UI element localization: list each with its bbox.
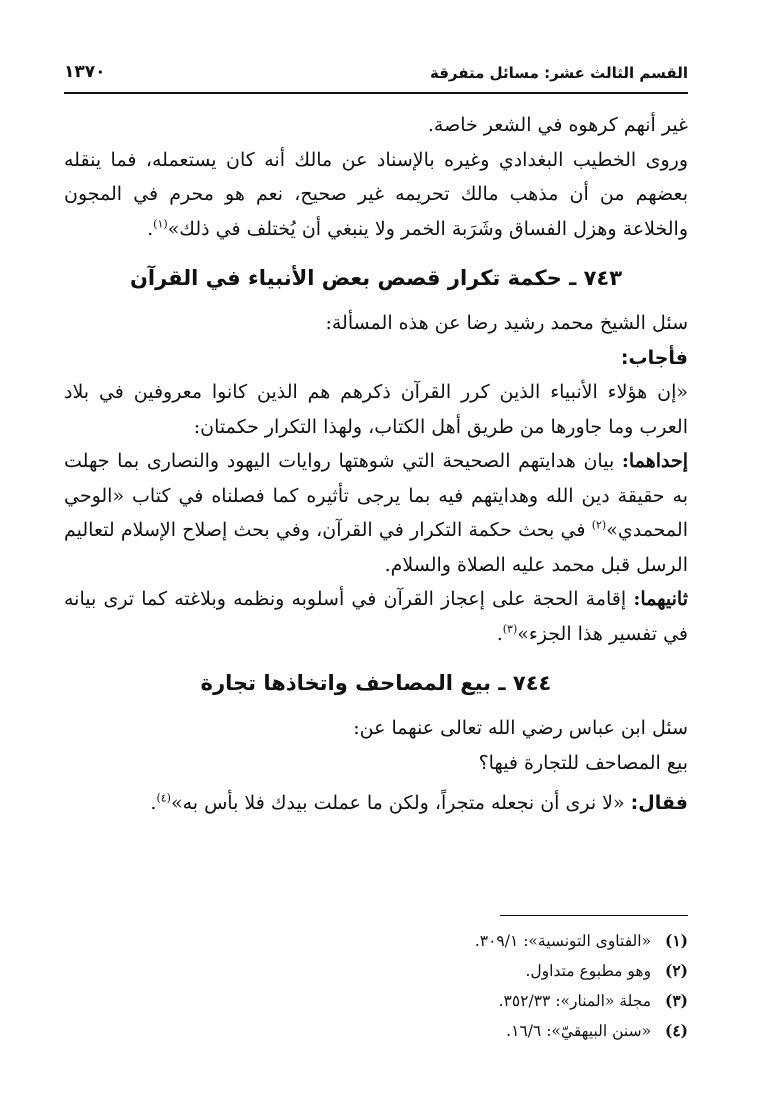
question-text: بيع المصاحف للتجارة فيها؟ — [478, 751, 688, 774]
footnote-text: مجلة «المنار»: ٣٥٢/٣٣. — [498, 992, 652, 1010]
answer-label: فقال: — [630, 792, 688, 814]
footnote-item — [64, 986, 688, 1016]
first-reason-label: إحداهما: — [621, 450, 688, 472]
footnote-text: وهو مطبوع متداول. — [525, 962, 652, 980]
header-divider — [64, 92, 688, 94]
section-heading-744: ٧٤٤ ـ بيع المصاحف واتخاذها تجارة — [200, 671, 552, 695]
footnote-text: «سنن البيهقيّ»: ١٦/٦. — [506, 1022, 652, 1040]
footnote-number: (٢) — [664, 961, 688, 980]
running-header — [64, 58, 688, 92]
question-text: سئل الشيخ محمد رشيد رضا عن هذه المسألة: — [325, 312, 688, 334]
footnote-ref[interactable]: (٢) — [591, 518, 607, 532]
footnote-text: «الفتاوى التونسية»: ٣٠٩/١. — [474, 932, 652, 950]
footnote-number: (٣) — [664, 991, 688, 1010]
answer-label-paragraph — [64, 341, 688, 376]
main-text — [64, 108, 688, 821]
first-reason: إحداهما: بيان هدايتهم الصحيحة التي شوهتها روايات اليهود والنصارى بما جهلت به حقيقة دين الله وهدايتهم فيه بما يرجى تأثيره كما فصلناه في كتاب «الوحي المحمدي»$^{(٢)}$ في بحث حكمة التكرار في القرآن، وفي بحث إصلاح الإسلام لتعاليم الرسل قبل محمد عليه الصلاة والسلام. — [64, 450, 688, 576]
footnote-number: (٤) — [664, 1021, 688, 1040]
footnote-ref[interactable]: (٤) — [156, 791, 171, 805]
answer-text: فقال: «لا نرى أن نجعله متجراً، ولكن ما عملت بيدك فلا بأس به»$^{(٤)}$. — [150, 791, 688, 814]
footnote-divider — [500, 915, 688, 916]
second-reason-label: ثانيهما: — [633, 588, 688, 610]
footnote-ref[interactable]: (٣) — [502, 622, 518, 636]
question-text: سئل ابن عباس رضي الله تعالى عنهما عن: — [353, 717, 688, 739]
answer-label: فأجاب: — [620, 346, 688, 369]
footnote-item — [64, 926, 688, 956]
footnote-item — [64, 1016, 688, 1046]
footnotes — [64, 926, 688, 1046]
page-number: ١٣٧٠ — [64, 62, 106, 82]
paragraph: غير أنهم كرهوه في الشعر خاصة. — [427, 114, 688, 136]
header-title: القسم الثالث عشر: مسائل متفرقة — [429, 64, 688, 82]
paragraph: وروى الخطيب البغدادي وغيره بالإسناد عن مالك أنه كان يستعمله، فما ينقله بعضهم من أن مذهب مالك تحريمه غير صحيح، نعم هو محرم في المجون والخلاعة وهزل الفساق وشَرَبة الخمر ولا ينبغي أن يُختلف في ذلك»$^{(١)}$. — [64, 148, 688, 240]
footnote-ref[interactable]: (١) — [153, 217, 168, 231]
section-heading-743: ٧٤٣ ـ حكمة تكرار قصص بعض الأنبياء في القرآن — [129, 266, 623, 290]
second-reason: ثانيهما: إقامة الحجة على إعجاز القرآن في أسلوبه ونظمه وبلاغته كما ترى بيانه في تفسير هذا الجزء»$^{(٣)}$. — [64, 588, 688, 645]
footnote-item — [64, 956, 688, 986]
footnote-number: (١) — [664, 931, 688, 950]
answer-text: «إن هؤلاء الأنبياء الذين كرر القرآن ذكرهم هم الذين كانوا معروفين في بلاد العرب وما جاورها من طريق أهل الكتاب، ولهذا التكرار حكمتان: — [64, 381, 688, 438]
